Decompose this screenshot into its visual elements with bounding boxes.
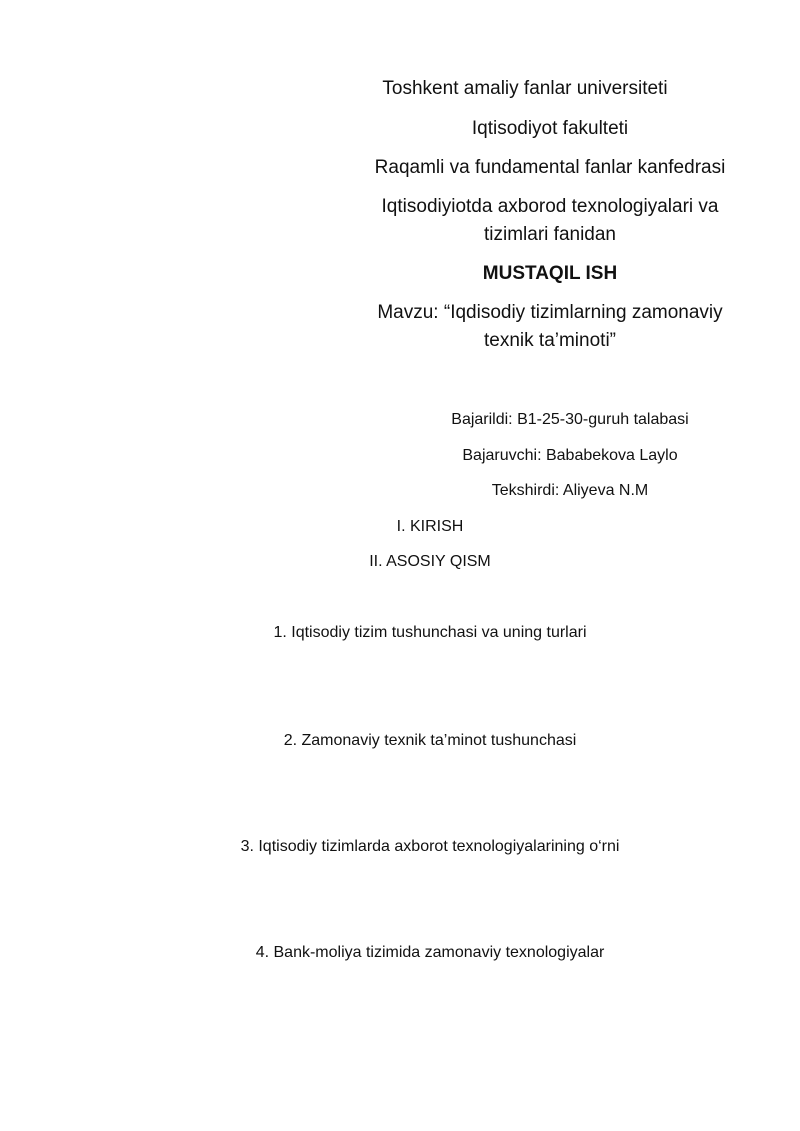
outline-main-part: II. ASOSIY QISM xyxy=(369,553,491,570)
faculty-name: Iqtisodiyot fakulteti xyxy=(471,118,629,139)
subject-line-1: Iqtisodiyiotda axborod texnologiyalari va xyxy=(381,196,719,217)
student-info: Bajaruvchi: Bababekova Laylo xyxy=(462,447,678,464)
outline-intro: I. KIRISH xyxy=(396,518,464,535)
outline-item: 4. Bank-moliya tizimida zamonaviy texnologiyalar xyxy=(255,944,605,961)
university-name: Toshkent amaliy fanlar universiteti xyxy=(382,78,668,99)
group-info: Bajarildi: B1-25-30-guruh talabasi xyxy=(451,411,689,428)
work-type-title: MUSTAQIL ISH xyxy=(482,263,618,284)
department-name: Raqamli va fundamental fanlar kanfedrasi xyxy=(374,157,726,178)
topic-line-1: Mavzu: “Iqdisodiy tizimlarning zamonaviy xyxy=(377,302,723,323)
outline-item: 2. Zamonaviy texnik ta’minot tushunchasi xyxy=(283,732,577,749)
outline-item: 3. Iqtisodiy tizimlarda axborot texnologiyalarining o‘rni xyxy=(240,838,620,855)
topic-line-2: texnik ta’minoti” xyxy=(484,330,616,351)
outline-item: 1. Iqtisodiy tizim tushunchasi va uning turlari xyxy=(273,624,587,641)
checker-info: Tekshirdi: Aliyeva N.M xyxy=(491,482,649,499)
subject-line-2: tizimlari fanidan xyxy=(484,224,616,245)
